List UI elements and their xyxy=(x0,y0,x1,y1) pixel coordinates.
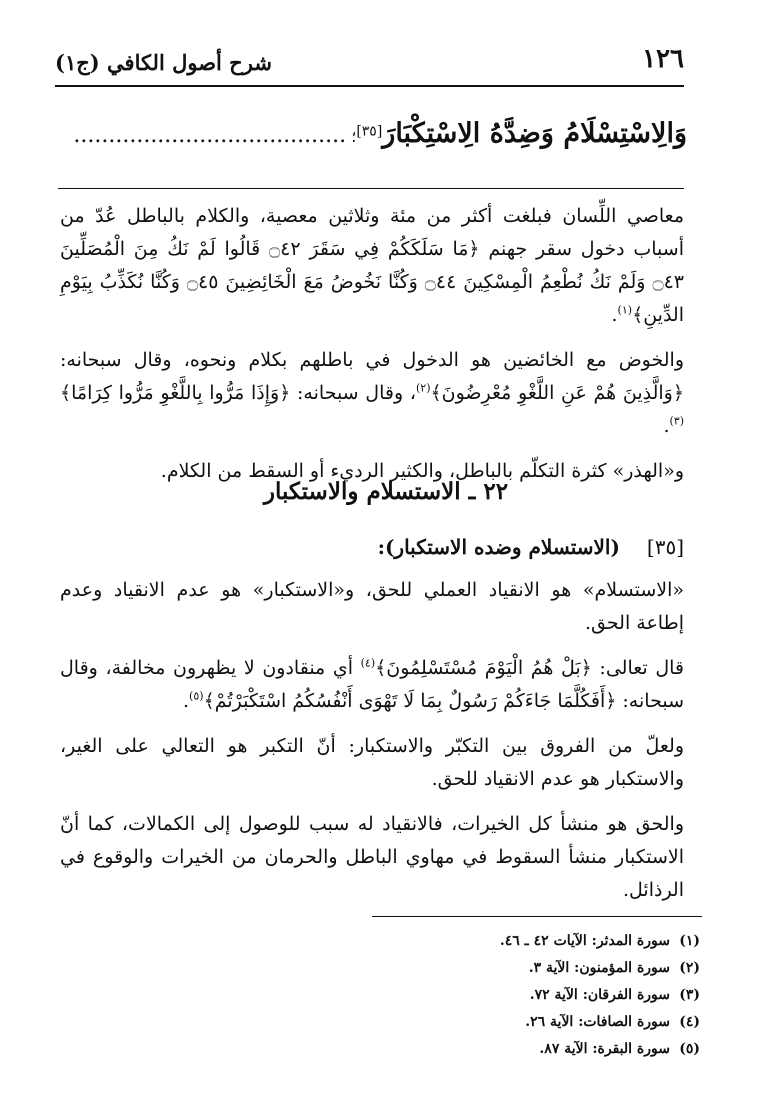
footnotes xyxy=(500,928,700,1063)
footnote-text: سورة الصافات: الآية ٢٦. xyxy=(525,1014,670,1030)
dotted-leader: ....................................... xyxy=(73,123,347,148)
paragraph-text: ولعلّ من الفروق بين التكبّر والاستكبار: أنّ التكبر هو التعالي على الغير، والاستكبار هو عدم الانقياد للحق. xyxy=(60,735,684,790)
paragraph xyxy=(60,730,684,796)
footnote-number: (١) xyxy=(679,933,700,949)
footnote-text: سورة المدثر: الآيات ٤٢ ـ ٤٦. xyxy=(499,933,670,949)
paragraph: والخوض مع الخائضين هو الدخول في باطلهم بكلام ونحوه، وقال سبحانه: ﴿وَالَّذِينَ هُمْ عَنِ اللَّغْوِ مُعْرِضُونَ﴾$^{(٢)}$، وقال سبحانه: ﴿وَإِذَا مَرُّوا بِاللَّغْوِ مَرُّوا كِرَامًا﴾$^{(٣)}$. xyxy=(60,349,684,437)
footnote xyxy=(500,1036,700,1063)
footnote-ref: (٣) xyxy=(669,414,684,428)
section-2-body xyxy=(60,574,684,919)
hadith-text: وَالِاسْتِسْلَامُ وَضِدَّهُ الِاسْتِكْبَارَ xyxy=(382,118,687,149)
footnote xyxy=(500,982,700,1009)
paragraph xyxy=(60,574,684,640)
footnote-ref: (٥) xyxy=(189,689,204,703)
footnote-ref: (١) xyxy=(617,303,633,317)
book-title: شرح أصول الكافي (ج١) xyxy=(55,50,272,75)
footnote-number: (٤) xyxy=(679,1014,700,1030)
paragraph-text: أي منقادون لا يظهرون مخالفة، وقال سبحانه: ﴿أَفَكُلَّمَا جَاءَكُمْ رَسُولٌ بِمَا لَا تَهْوَى أَنْفُسُكُمُ اسْتَكْبَرْتُمْ﴾ xyxy=(60,657,684,712)
footnote xyxy=(500,928,700,955)
paragraph-text: و«الهذر» كثرة التكلّم بالباطل، والكثير الرديء أو السقط من الكلام. xyxy=(160,460,684,482)
reference-number: [٣٥] xyxy=(646,535,684,559)
paragraph-text: معاصي اللِّسان فبلغت أكثر من مئة وثلاثين معصية، والكلام بالباطل عُدّ من أسباب دخول سقر جهنم ﴿مَا سَلَكَكُمْ فِي سَقَرَ ۝٤٢ قَالُوا لَمْ نَكُ مِنَ الْمُصَلِّينَ ۝٤٣ وَلَمْ نَكُ نُطْعِمُ الْمِسْكِينَ ۝٤٤ وَكُنَّا نَخُوضُ مَعَ الْخَائِضِينَ ۝٤٥ وَكُنَّا نُكَذِّبُ بِيَوْمِ الدِّينِ﴾ xyxy=(60,205,685,326)
footnote-rule xyxy=(372,916,702,917)
paragraph-text: والخوض مع الخائضين هو الدخول في باطلهم بكلام ونحوه، وقال سبحانه: ﴿وَالَّذِينَ هُمْ عَنِ اللَّغْوِ مُعْرِضُونَ﴾ xyxy=(60,349,684,404)
header-rule xyxy=(55,85,684,87)
footnote-text: سورة المؤمنون: الآية ٣. xyxy=(528,960,670,976)
hadith-tail: ؛ xyxy=(351,127,357,146)
paragraph-text: قال تعالى: ﴿بَلْ هُمُ الْيَوْمَ مُسْتَسْلِمُونَ﴾ xyxy=(375,657,684,679)
footnote-number: (٢) xyxy=(679,960,700,976)
page-number: ١٢٦ xyxy=(642,44,684,74)
footnote-number: (٣) xyxy=(679,987,700,1003)
footnote xyxy=(500,1009,700,1036)
footnote-number: (٥) xyxy=(679,1041,700,1057)
paragraph-text: ، وقال سبحانه: ﴿وَإِذَا مَرُّوا بِاللَّغْوِ مَرُّوا كِرَامًا﴾ xyxy=(60,382,416,404)
footnote xyxy=(500,955,700,982)
paragraph xyxy=(60,808,684,907)
footnote-text: سورة البقرة: الآية ٨٧. xyxy=(539,1041,670,1057)
paragraph: معاصي اللِّسان فبلغت أكثر من مئة وثلاثين معصية، والكلام بالباطل عُدّ من أسباب دخول سقر جهنم ﴿مَا سَلَكَكُمْ فِي سَقَرَ ۝٤٢ قَالُوا لَمْ نَكُ مِنَ الْمُصَلِّينَ ۝٤٣ وَلَمْ نَكُ نُطْعِمُ الْمِسْكِينَ ۝٤٤ وَكُنَّا نَخُوضُ مَعَ الْخَائِضِينَ ۝٤٥ وَكُنَّا نُكَذِّبُ بِيَوْمِ الدِّينِ﴾$^{(١)}$. xyxy=(60,205,685,326)
paragraph-text: «الاستسلام» هو الانقياد العملي للحق، و«الاستكبار» هو عدم الانقياد وعدم إطاعة الحق. xyxy=(60,579,684,634)
footnote-ref: (٢) xyxy=(415,381,431,395)
separator-rule xyxy=(58,188,684,189)
paragraph-text: والحق هو منشأ كل الخيرات، فالانقياد له سبب للوصول إلى الكمالات، كما أنّ الاستكبار منشأ السقوط في مهاوي الباطل والحرمان من الخيرات والوقوع في الرذائل. xyxy=(60,813,684,901)
reference-title: (الاستسلام وضده الاستكبار): xyxy=(377,535,620,559)
paragraph: قال تعالى: ﴿بَلْ هُمُ الْيَوْمَ مُسْتَسْلِمُونَ﴾$^{(٤)}$ أي منقادون لا يظهرون مخالفة، وقال سبحانه: ﴿أَفَكُلَّمَا جَاءَكُمْ رَسُولٌ بِمَا لَا تَهْوَى أَنْفُسُكُمُ اسْتَكْبَرْتُمْ﴾$^{(٥)}$. xyxy=(60,656,684,712)
hadith-ref: [٣٥] xyxy=(356,123,383,140)
footnote-ref: (٤) xyxy=(360,656,376,670)
footnote-text: سورة الفرقان: الآية ٧٢. xyxy=(529,987,670,1003)
section-title: ٢٢ ـ الاستسلام والاستكبار xyxy=(263,478,509,505)
page-header xyxy=(55,44,684,84)
hadith-line xyxy=(55,118,687,166)
section-1-body xyxy=(60,200,684,500)
reference-heading xyxy=(60,535,684,559)
